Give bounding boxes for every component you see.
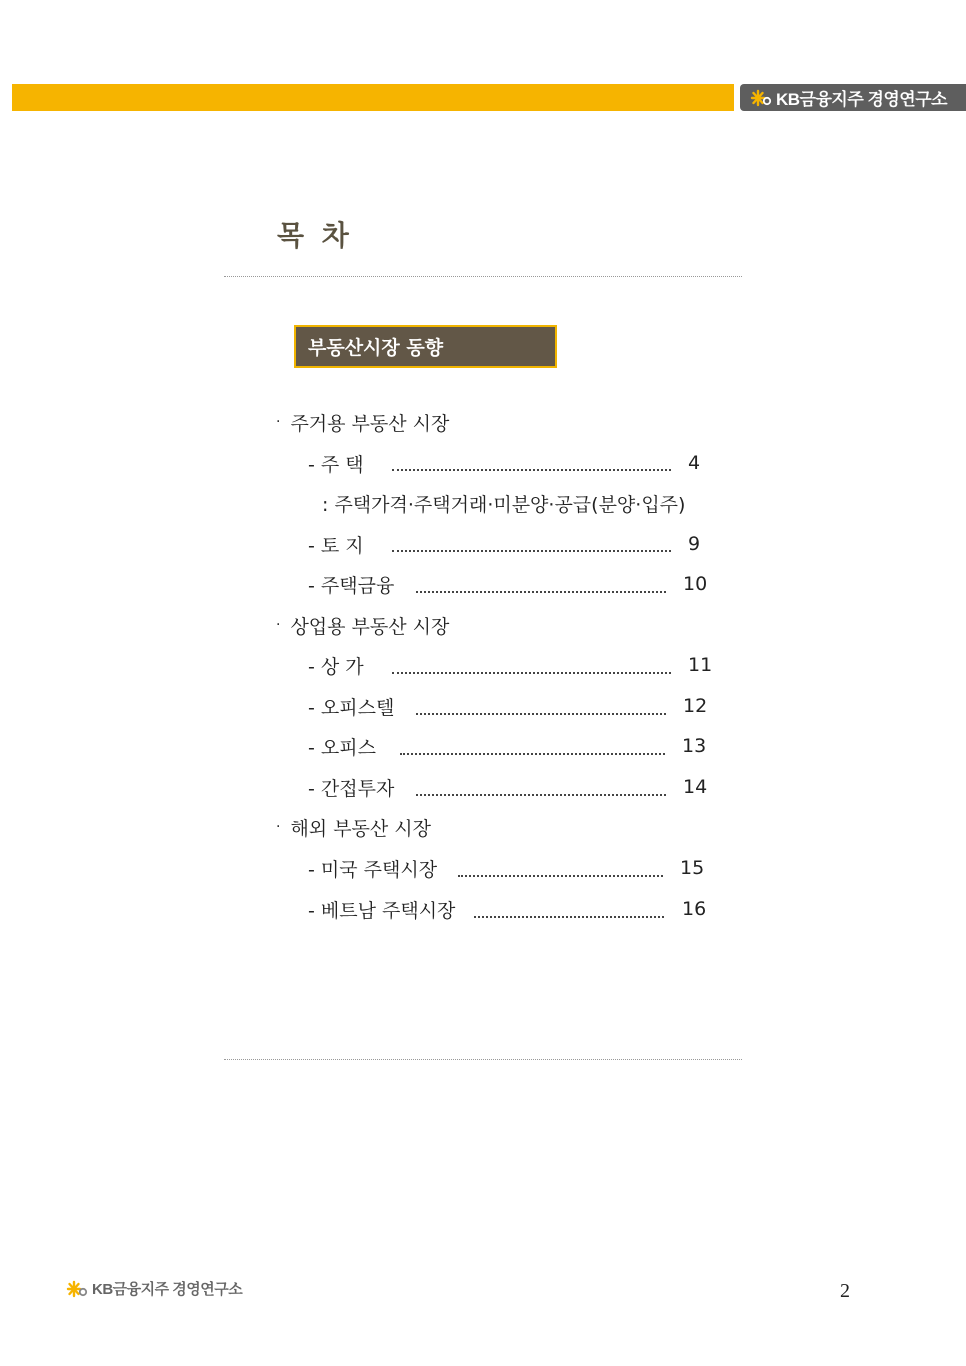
toc-entry-land[interactable] (308, 529, 364, 559)
kb-star-logo-icon (66, 1280, 88, 1298)
dot-leader (458, 875, 663, 877)
toc-entry-officetel[interactable] (308, 691, 394, 721)
toc-group-label: 주거용 부동산 시장 (290, 412, 450, 435)
dot-leader (400, 753, 665, 755)
dot-leader (416, 794, 666, 796)
toc-entry-retail[interactable] (308, 650, 364, 680)
toc-page-number: 14 (683, 776, 708, 798)
toc-entry-label: - 오피스텔 (308, 696, 395, 719)
header-accent-bar (12, 84, 734, 111)
toc-page-number: 12 (683, 695, 708, 717)
toc-group-label: 해외 부동산 시장 (290, 817, 432, 840)
page-title: 목 차 (277, 219, 353, 252)
toc-group-commercial (276, 610, 449, 640)
section-heading-text: 부동산시장 동향 (308, 337, 444, 359)
toc-group-overseas (276, 812, 431, 842)
toc-entry-vietnam-housing[interactable] (308, 894, 455, 924)
toc-entry-label: - 상 가 (308, 655, 364, 678)
header-brand-text: KB금융지주 경영연구소 (776, 90, 948, 109)
toc-entry-indirect-investment[interactable] (308, 772, 394, 802)
kb-star-logo-icon (750, 89, 772, 107)
toc-entry-housing[interactable] (308, 448, 364, 478)
toc-entry-label: - 베트남 주택시장 (308, 899, 456, 922)
toc-page-number: 11 (688, 654, 713, 676)
dot-leader (392, 550, 671, 552)
toc-page-number: 4 (688, 452, 701, 474)
toc-entry-office[interactable] (308, 731, 376, 761)
dot-leader (416, 591, 666, 593)
toc-entry-label: - 오피스 (308, 736, 376, 759)
bullet: · (276, 617, 281, 633)
toc-entry-label: - 주 택 (308, 453, 364, 476)
page-number: 2 (840, 1280, 850, 1302)
bullet: · (276, 414, 281, 430)
toc-entry-label: - 미국 주택시장 (308, 858, 438, 881)
dot-leader (474, 916, 664, 918)
toc-group-residential (276, 407, 449, 437)
dot-leader (392, 469, 671, 471)
section-heading (294, 325, 557, 368)
toc-entry-detail-label: : 주택가격·주택거래·미분양·공급(분양·입주) (322, 493, 686, 516)
toc-entry-housing-finance[interactable] (308, 569, 394, 599)
bullet: · (276, 819, 281, 835)
dot-leader (416, 713, 666, 715)
toc-page-number: 16 (682, 898, 707, 920)
header-brand (740, 84, 966, 111)
title-divider (224, 276, 742, 277)
toc-entry-label: - 토 지 (308, 534, 364, 557)
dot-leader (392, 672, 671, 674)
footer-brand-text: KB금융지주 경영연구소 (92, 1281, 243, 1298)
toc-entry-us-housing[interactable] (308, 853, 437, 883)
bottom-divider (224, 1059, 742, 1060)
footer-brand (66, 1278, 242, 1299)
toc-page-number: 15 (680, 857, 705, 879)
toc-entry-housing-detail (322, 488, 685, 518)
toc-entry-label: - 간접투자 (308, 777, 395, 800)
toc-entry-label: - 주택금융 (308, 574, 395, 597)
toc-page-number: 9 (688, 533, 701, 555)
toc-page-number: 10 (683, 573, 708, 595)
toc-group-label: 상업용 부동산 시장 (290, 615, 450, 638)
toc-page-number: 13 (682, 735, 707, 757)
